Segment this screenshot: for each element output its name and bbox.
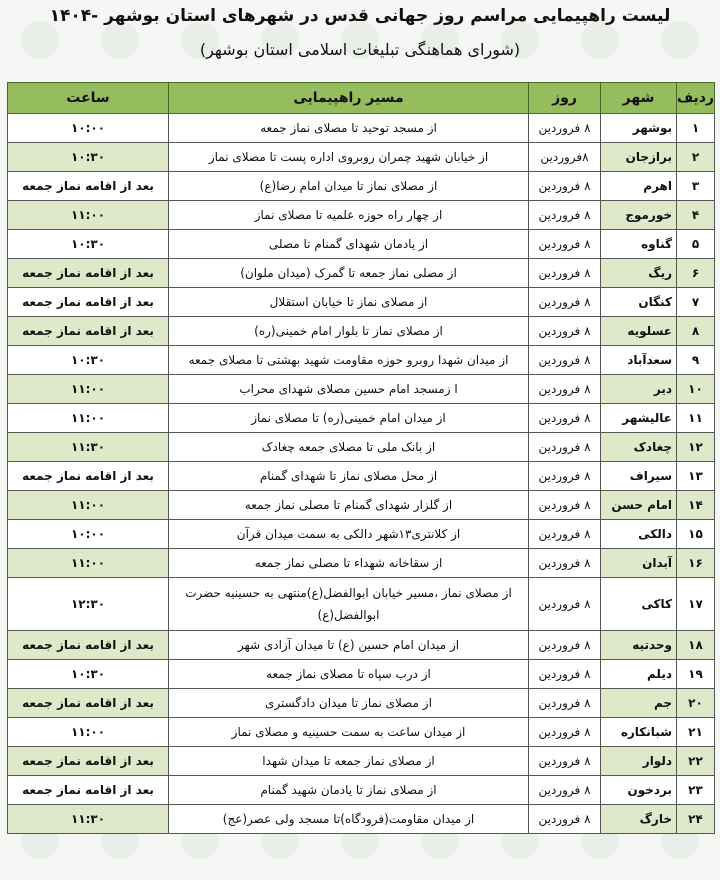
table-row: [8, 805, 715, 834]
cell-route: از مصلای نماز جمعه تا میدان شهدا: [169, 747, 529, 776]
document-header: [0, 0, 720, 80]
cell-route: از خیابان شهید چمران روبروی اداره پست تا مصلای نماز: [169, 143, 529, 172]
table-row: [8, 433, 715, 462]
cell-time: ۱۰:۳۰: [8, 660, 169, 689]
cell-time: ۱۱:۰۰: [8, 201, 169, 230]
cell-time: بعد از اقامه نماز جمعه: [8, 172, 169, 201]
table-row: [8, 462, 715, 491]
table-row: [8, 491, 715, 520]
cell-row-number: ۵: [677, 230, 715, 259]
cell-time: بعد از اقامه نماز جمعه: [8, 462, 169, 491]
cell-city-name: خارگ: [601, 805, 677, 834]
cell-route: از کلانتری۱۳شهر دالکی به سمت میدان قرآن: [169, 520, 529, 549]
document-title: لیست راهپیمایی مراسم روز جهانی قدس در شهرهای استان بوشهر -۱۴۰۴: [49, 6, 671, 26]
table-row: [8, 520, 715, 549]
cell-city-name: دیر: [601, 375, 677, 404]
table-row: [8, 631, 715, 660]
cell-row-number: ۱۴: [677, 491, 715, 520]
table-row: [8, 578, 715, 631]
cell-day: ۸ فروردین: [529, 578, 601, 631]
cell-route: از میدان شهدا روبرو حوزه مقاومت شهید بهشتی تا مصلای جمعه: [169, 346, 529, 375]
cell-row-number: ۱۶: [677, 549, 715, 578]
cell-day: ۸ فروردین: [529, 375, 601, 404]
cell-day: ۸ فروردین: [529, 230, 601, 259]
cell-row-number: ۷: [677, 288, 715, 317]
cell-row-number: ۴: [677, 201, 715, 230]
table-row: [8, 288, 715, 317]
document-subtitle: (شورای هماهنگی تبلیغات اسلامی استان بوشهر): [199, 40, 521, 59]
cell-day: ۸ فروردین: [529, 201, 601, 230]
cell-day: ۸ فروردین: [529, 433, 601, 462]
table-row: [8, 201, 715, 230]
cell-day: ۸فروردین: [529, 143, 601, 172]
table-row: [8, 689, 715, 718]
cell-day: ۸ فروردین: [529, 520, 601, 549]
cell-time: ۱۱:۰۰: [8, 491, 169, 520]
cell-row-number: ۱۳: [677, 462, 715, 491]
cell-row-number: ۲: [677, 143, 715, 172]
cell-route: از میدان امام حسین (ع) تا میدان آزادی شهر: [169, 631, 529, 660]
table-row: [8, 259, 715, 288]
table-row: [8, 143, 715, 172]
cell-route: از یادمان شهدای گمنام تا مصلی: [169, 230, 529, 259]
cell-time: بعد از اقامه نماز جمعه: [8, 776, 169, 805]
cell-row-number: ۱۰: [677, 375, 715, 404]
cell-route: از گلزار شهدای گمنام تا مصلی نماز جمعه: [169, 491, 529, 520]
cell-row-number: ۱۹: [677, 660, 715, 689]
cell-city-name: کنگان: [601, 288, 677, 317]
cell-route: از سقاخانه شهداء تا مصلی نماز جمعه: [169, 549, 529, 578]
table-row: [8, 747, 715, 776]
cell-time: ۱۲:۳۰: [8, 578, 169, 631]
cell-day: ۸ فروردین: [529, 404, 601, 433]
cell-route: از مصلای نماز ،مسیر خیابان ابوالفضل(ع)منتهی به حسینیه حضرت ابوالفضل(ع): [169, 578, 529, 631]
cell-day: ۸ فروردین: [529, 805, 601, 834]
cell-route: از بانک ملی تا مصلای جمعه چغادک: [169, 433, 529, 462]
cell-city-name: دلوار: [601, 747, 677, 776]
cell-city-name: عالیشهر: [601, 404, 677, 433]
cell-row-number: ۹: [677, 346, 715, 375]
cell-time: ۱۱:۰۰: [8, 549, 169, 578]
cell-route: ا زمسجد امام حسین مصلای شهدای محراب: [169, 375, 529, 404]
cell-route: از مصلای نماز تا میدان دادگستری: [169, 689, 529, 718]
cell-city-name: دالکی: [601, 520, 677, 549]
march-schedule-table: [7, 82, 715, 834]
cell-day: ۸ فروردین: [529, 631, 601, 660]
table-row: [8, 404, 715, 433]
cell-day: ۸ فروردین: [529, 747, 601, 776]
cell-day: ۸ فروردین: [529, 549, 601, 578]
cell-row-number: ۲۳: [677, 776, 715, 805]
cell-city-name: آبدان: [601, 549, 677, 578]
cell-time: ۱۰:۳۰: [8, 346, 169, 375]
cell-city-name: شبانکاره: [601, 718, 677, 747]
table-row: [8, 346, 715, 375]
cell-row-number: ۸: [677, 317, 715, 346]
cell-city-name: خورموج: [601, 201, 677, 230]
table-row: [8, 172, 715, 201]
table-row: [8, 375, 715, 404]
table-row: [8, 549, 715, 578]
cell-time: ۱۰:۳۰: [8, 230, 169, 259]
cell-row-number: ۱۲: [677, 433, 715, 462]
table-row: [8, 776, 715, 805]
table-header-row: [8, 83, 715, 114]
cell-route: از میدان امام خمینی(ره) تا مصلای نماز: [169, 404, 529, 433]
cell-route: از مصلی نماز جمعه تا گمرک (میدان ملوان): [169, 259, 529, 288]
cell-row-number: ۲۱: [677, 718, 715, 747]
cell-day: ۸ فروردین: [529, 462, 601, 491]
cell-city-name: سیراف: [601, 462, 677, 491]
cell-route: از میدان مقاومت(فرودگاه)تا مسجد ولی عصر(عج): [169, 805, 529, 834]
cell-day: ۸ فروردین: [529, 660, 601, 689]
table-row: [8, 718, 715, 747]
cell-city-name: برازجان: [601, 143, 677, 172]
cell-route: از میدان ساعت به سمت حسینیه و مصلای نماز: [169, 718, 529, 747]
cell-city-name: اهرم: [601, 172, 677, 201]
column-header-time: ساعت: [8, 83, 169, 114]
cell-city-name: بردخون: [601, 776, 677, 805]
cell-time: ۱۰:۰۰: [8, 520, 169, 549]
cell-day: ۸ فروردین: [529, 259, 601, 288]
table-row: [8, 230, 715, 259]
cell-day: ۸ فروردین: [529, 718, 601, 747]
cell-city-name: بوشهر: [601, 114, 677, 143]
column-header-city: شهر: [601, 83, 677, 114]
cell-time: ۱۰:۳۰: [8, 143, 169, 172]
cell-city-name: ریگ: [601, 259, 677, 288]
cell-day: ۸ فروردین: [529, 776, 601, 805]
cell-row-number: ۱۱: [677, 404, 715, 433]
cell-city-name: وحدتیه: [601, 631, 677, 660]
cell-route: از چهار راه حوزه علمیه تا مصلای نماز: [169, 201, 529, 230]
cell-time: بعد از اقامه نماز جمعه: [8, 747, 169, 776]
cell-row-number: ۳: [677, 172, 715, 201]
cell-row-number: ۲۰: [677, 689, 715, 718]
cell-time: ۱۱:۰۰: [8, 375, 169, 404]
cell-route: از مصلای نماز تا بلوار امام خمینی(ره): [169, 317, 529, 346]
cell-city-name: عسلویه: [601, 317, 677, 346]
cell-row-number: ۶: [677, 259, 715, 288]
cell-city-name: کاکی: [601, 578, 677, 631]
cell-day: ۸ فروردین: [529, 346, 601, 375]
cell-row-number: ۱۵: [677, 520, 715, 549]
cell-time: بعد از اقامه نماز جمعه: [8, 631, 169, 660]
cell-day: ۸ فروردین: [529, 172, 601, 201]
column-header-row-number: ردیف: [677, 83, 715, 114]
cell-time: بعد از اقامه نماز جمعه: [8, 288, 169, 317]
column-header-day: روز: [529, 83, 601, 114]
cell-route: از مصلای نماز تا میدان امام رضا(ع): [169, 172, 529, 201]
cell-route: از محل مصلای نماز تا شهدای گمنام: [169, 462, 529, 491]
cell-time: ۱۱:۳۰: [8, 805, 169, 834]
cell-city-name: امام حسن: [601, 491, 677, 520]
cell-row-number: ۱: [677, 114, 715, 143]
cell-city-name: دیلم: [601, 660, 677, 689]
cell-time: بعد از اقامه نماز جمعه: [8, 689, 169, 718]
cell-time: ۱۱:۰۰: [8, 718, 169, 747]
cell-time: بعد از اقامه نماز جمعه: [8, 317, 169, 346]
table-row: [8, 114, 715, 143]
cell-row-number: ۱۸: [677, 631, 715, 660]
cell-day: ۸ فروردین: [529, 491, 601, 520]
cell-route: از درب سپاه تا مصلای نماز جمعه: [169, 660, 529, 689]
cell-row-number: ۲۴: [677, 805, 715, 834]
cell-day: ۸ فروردین: [529, 114, 601, 143]
cell-day: ۸ فروردین: [529, 689, 601, 718]
column-header-route: مسیر راهپیمایی: [169, 83, 529, 114]
cell-city-name: چغادک: [601, 433, 677, 462]
cell-time: ۱۱:۳۰: [8, 433, 169, 462]
cell-day: ۸ فروردین: [529, 317, 601, 346]
cell-route: از مسجد توحید تا مصلای نماز جمعه: [169, 114, 529, 143]
table-row: [8, 317, 715, 346]
cell-day: ۸ فروردین: [529, 288, 601, 317]
cell-city-name: جم: [601, 689, 677, 718]
cell-city-name: گناوه: [601, 230, 677, 259]
cell-route: از مصلای نماز تا یادمان شهید گمنام: [169, 776, 529, 805]
cell-time: بعد از اقامه نماز جمعه: [8, 259, 169, 288]
cell-time: ۱۰:۰۰: [8, 114, 169, 143]
cell-route: از مصلای نماز تا خیابان استقلال: [169, 288, 529, 317]
cell-row-number: ۱۷: [677, 578, 715, 631]
cell-city-name: سعدآباد: [601, 346, 677, 375]
table-row: [8, 660, 715, 689]
cell-time: ۱۱:۰۰: [8, 404, 169, 433]
cell-row-number: ۲۲: [677, 747, 715, 776]
